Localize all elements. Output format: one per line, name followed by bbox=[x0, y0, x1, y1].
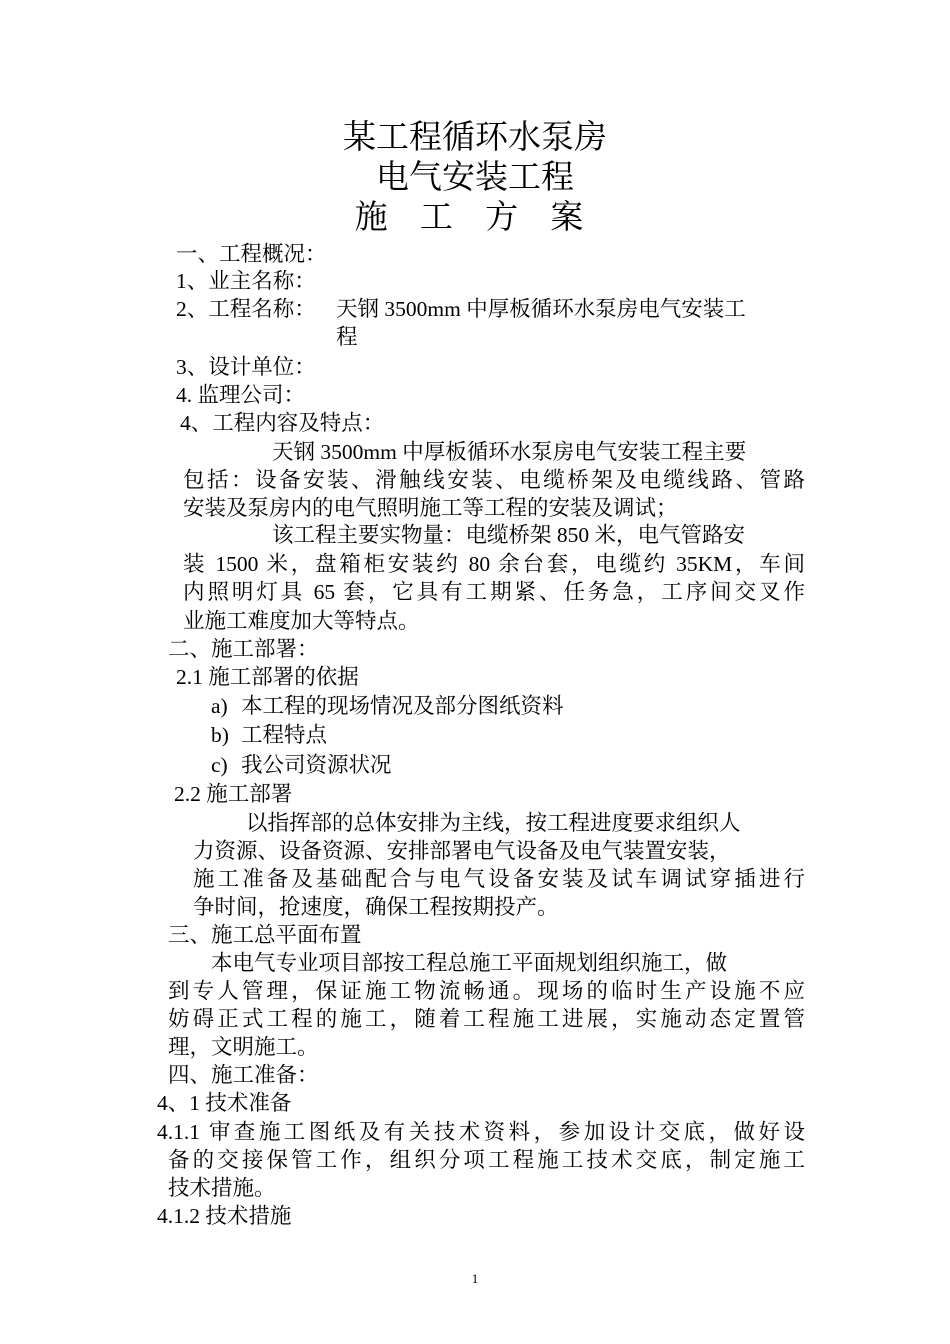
paragraph-scope-line-1: 天钢 3500mm 中厚板循环水泵房电气安装工程主要 bbox=[272, 440, 747, 464]
section-4-1-1-line-3: 技术措施。 bbox=[168, 1176, 276, 1200]
list-item-a-marker: a) bbox=[211, 694, 228, 718]
section-4-1-1-line-2: 备的交接保管工作，组织分项工程施工技术交底，制定施工 bbox=[168, 1148, 805, 1172]
section-4-1-2-heading: 4.1.2 技术措施 bbox=[157, 1204, 292, 1228]
paragraph-quantities-line-3: 内照明灯具 65 套，它具有工期紧、任务急，工序间交叉作 bbox=[183, 580, 805, 604]
section-4-heading: 四、施工准备： bbox=[168, 1063, 319, 1087]
paragraph-quantities-line-4: 业施工难度加大等特点。 bbox=[183, 609, 420, 633]
paragraph-quantities-line-2: 装 1500 米，盘箱柜安装约 80 余台套，电缆约 35KM，车间 bbox=[183, 552, 805, 576]
content-features-heading: 4、工程内容及特点： bbox=[180, 411, 385, 435]
deployment-line-4: 争时间，抢速度，确保工程按期投产。 bbox=[193, 895, 559, 919]
list-item-a-text: 本工程的现场情况及部分图纸资料 bbox=[241, 694, 564, 718]
list-item-c-marker: c) bbox=[211, 753, 228, 777]
doc-title-line-1: 某工程循环水泵房 bbox=[343, 120, 607, 156]
section-2-1-heading: 2.1 施工部署的依据 bbox=[176, 665, 359, 689]
project-name-value-line-2: 程 bbox=[336, 325, 358, 349]
section-3-heading: 三、施工总平面布置 bbox=[168, 923, 362, 947]
layout-paragraph-line-3: 妨碍正式工程的施工，随着工程施工进展，实施动态定置管 bbox=[168, 1007, 805, 1031]
section-2-heading: 二、施工部署： bbox=[168, 637, 319, 661]
page-number: 1 bbox=[471, 1271, 479, 1286]
layout-paragraph-line-1: 本电气专业项目部按工程总施工平面规划组织施工，做 bbox=[211, 951, 728, 975]
paragraph-quantities-line-1: 该工程主要实物量：电缆桥架 850 米，电气管路安 bbox=[272, 523, 746, 547]
paragraph-scope-line-3: 安装及泵房内的电气照明施工等工程的安装及调试； bbox=[183, 496, 678, 520]
section-1-heading: 一、工程概况： bbox=[176, 242, 327, 266]
designer-label: 3、设计单位： bbox=[176, 355, 316, 379]
section-2-2-heading: 2.2 施工部署 bbox=[174, 782, 293, 806]
owner-name-label: 1、业主名称： bbox=[176, 269, 316, 293]
deployment-line-1: 以指挥部的总体安排为主线，按工程进度要求组织人 bbox=[246, 811, 741, 835]
list-item-b-marker: b) bbox=[211, 723, 229, 747]
layout-paragraph-line-2: 到专人管理，保证施工物流畅通。现场的临时生产设施不应 bbox=[168, 979, 805, 1003]
list-item-c-text: 我公司资源状况 bbox=[241, 753, 392, 777]
list-item-b-text: 工程特点 bbox=[241, 723, 328, 747]
doc-title-line-2: 电气安装工程 bbox=[376, 160, 574, 196]
doc-title-line-3: 施 工 方 案 bbox=[354, 200, 596, 236]
layout-paragraph-line-4: 理，文明施工。 bbox=[168, 1035, 319, 1059]
deployment-line-2: 力资源、设备资源、安排部署电气设备及电气装置安装， bbox=[193, 839, 731, 863]
project-name-label: 2、工程名称： bbox=[176, 297, 316, 321]
paragraph-scope-line-2: 包括：设备安装、滑触线安装、电缆桥架及电缆线路、管路 bbox=[183, 468, 805, 492]
section-4-1-1-line-1: 4.1.1 审查施工图纸及有关技术资料，参加设计交底，做好设 bbox=[157, 1120, 805, 1144]
section-4-1-heading: 4、1 技术准备 bbox=[157, 1091, 292, 1115]
deployment-line-3: 施工准备及基础配合与电气设备安装及试车调试穿插进行 bbox=[193, 867, 805, 891]
project-name-value-line-1: 天钢 3500mm 中厚板循环水泵房电气安装工 bbox=[336, 297, 746, 321]
supervisor-label: 4. 监理公司： bbox=[176, 383, 306, 407]
